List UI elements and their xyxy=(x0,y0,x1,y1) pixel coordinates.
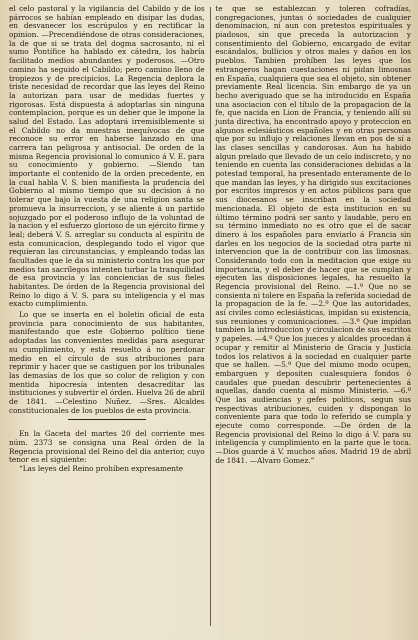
text-columns xyxy=(9,5,411,634)
paragraph-cabildo-order: el celo pastoral y la vigilancia del Cabildo y de los párrocos se habían empleado en disipar las dudas, en desvanecer los escrúpulos y en rectificar la opinion. —Precendiéndose de otras consideraciones, la de que si se trata del dogma sacrosanto, ni el sumo Pontífice ha hablado ex cátedra, los habría facilitado medios abundantes y poderosos. —Otro camino ha seguido el Cabildo; pero camino lleno de tropiezos y de precipicios. La Regencia deplora la triste necesidad de recordar que las leyes del Reino la autorizan para usar de medidas fuertes y rigorosas. Está dispuesta á adoptarlas sin ninguna contemplacion, porque es un deber que le impone la salud del Estado. Las adoptará irremisiblemente si el Cabildo no da muestras inequívocas de que reconoce su error en haberse lanzado en una carrera tan peligrosa y antisocial. De orden de la misma Regencia provisional lo comunico á V. E. para su conocimiento y gobierno. —Siendo tan importante el contenido de la orden precedente, en la cual habla V. S. bien manifiesta la prudencia del Gobierno al mismo tiempo que su decision á no tolerar que bajo la vuesta de una religion santa se promueva la insurreccion, y se aliente á un partido sojuzgado por el poderoso influjo de la voluntad de la nacion y el esfuerzo glorioso de un ejército firme y leal; deberá V. S. arreglar su conducta al espíritu de esta comunicacion, desplegando todo el vigor que requieran las circunstancias, y empleando todas las facultades que le da su ministerio contra los que por medios tan sacrílegos intenten turbar la tranquilidad de esa provincia y las conciencias de sus fieles habitantes. De órden de la Regencia provisional del Reino lo digo á V. S. para su inteligencia y el mas exacto cumplimiento. xyxy=(9,5,205,309)
paragraph-huelva-notice: Lo que se inserta en el boletin oficial de esta provincia para conocimiento de sus habitantes, manifestando que este Gobierno político tiene adoptadas las convenientes medidas para asegurar su cumplimiento, y está resuelto á no perdonar medio en el círculo de sus atribuciones para reprimir y hacer que se castiguen por los tribunales las demasías de los que so color de religion y con mentida hipocresía intenten desacreditar las instituciones y subvertir el órden. Huelva 26 de abril de 1841. —Celestino Nuñez. —Sres. Alcaldes constitucionales de los pueblos de esta provincia. xyxy=(9,310,205,415)
left-column xyxy=(9,5,210,634)
paragraph-royal-order-start: “Las leyes del Reino prohíben expresamente xyxy=(19,464,184,474)
paragraph-gaceta-intro: En la Gaceta del martes 20 del corriente mes núm. 2373 se consigna una Real órden de la Regencia provisional del Reino del dia anterior, cuyo tenor es el siguiente: xyxy=(9,429,205,465)
right-column xyxy=(210,5,411,634)
paragraph-royal-order-body: te que se establezcan y toleren cofradías, congregaciones, juntas ó sociedades de cualquier denominacion, ni aun con pretestos espirituales y piadosos, sin que preceda la autorizacion y consentimiento del Gobierno, encargado de evitar escándalos, bullicios y otros males y daños en los pueblos. Tambien prohíben las leyes que los estrangeros hagan cuestaciones ni pidan limosnas en España, cualquiera que sea el objeto, sin obtener previamente Real licencia. Sin embargo de ya un hecho averiguado que se ha introducido en España una asociacion con el título de la propagacion de la fe, que nacida en Lion de Francia, y teniendo allí su junta directiva, ha encontrado apoyo y proteccion en algunos eclesiásticos españoles y en otras personas que por su influjo y relaciones llevan en pos de sí a las clases sencillas y candorosas. Aun ha habido algun prelado que llevado de un celo indiscreto, y no teniendo en cuenta las consideraciones debidas a la potestad temporal, ha presentado enteramente de lo que mandan las leyes, y ha dirigido sus excitaciones por escritos impresos y en actos públicos para que sus diocesanos se inscriban en la sociedad mencionada. El objeto de esta institucion en su último término podrá ser santo y laudable, pero en su término inmediato no es otro que el de sacar dinero á los españoles para enviarlo á Francia sin darles en los negocios de la sociedad otra parte ni intervencion que la de contribuir con las limosnas. Considerando todo con la meditacion que exige su importancia, y el deber de hacer que se cumplan y ejecuten las disposiciones legales, ha resuelto la Regencia provisional del Reino. —1.º Que no se consienta ni tolere en España la referida sociedad de la propagacion de la fe. —2.º Que las autoridades, así civiles como eclesiásticas, impidan su existencia, sus reuniones y comunicaciones. —3.º Que impidan tambien la introduccion y circulacion de sus escritos y papeles. —4.º Que los jueces y alcaldes procedan á ocupar y remitir al Ministerio de Gracia y Justicia todos los relativos á la sociedad en cualquier parte que se hallen. —5.º Que del mismo modo ocupen, embarguen y depositen cualesquiera fondos ó caudales que puedan descubrir pertenecientes á aquellas, dando cuenta al mismo Ministerio. —6.º Que las audiencias y gefes políticos, segun sus respectivas atribuciones, cuiden y dispongan lo conveniente para que todo lo referido se cumpla y ejecute como corresponde. —De órden de la Regencia provisional del Reino lo digo á V. para su inteligencia y cumplimiento en la parte que le toca. —Dios guarde á V. muchos años. Madrid 19 de abril de 1841. —Alvaro Gomez.” xyxy=(215,5,412,465)
section-rule xyxy=(68,419,146,420)
